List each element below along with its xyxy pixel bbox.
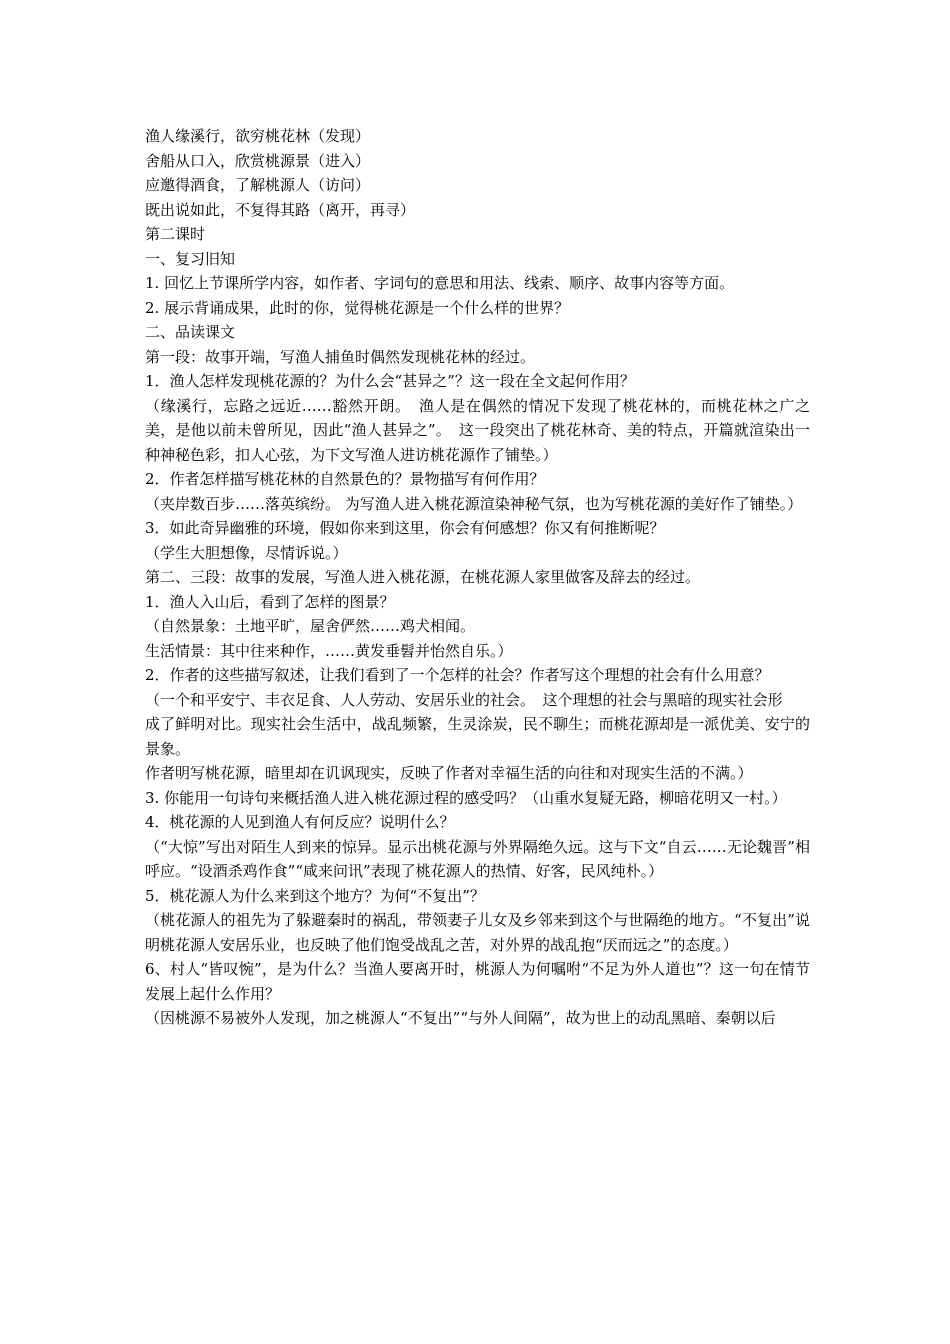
answer-1-3: （学生大胆想像，尽情诉说。） xyxy=(145,543,348,562)
answer-2-1-natural: （自然景象：土地平旷，屋舍俨然……鸡犬相闻。 xyxy=(145,617,476,635)
answer-1-2: （夹岸数百步……落英缤纷。 为写渔人进入桃花源渲染神秘气氛，也为写桃花源的美好作了铺垫。） xyxy=(145,494,803,513)
document-page xyxy=(145,124,810,1031)
answer-2-2-part2: 成了鲜明对比。现实社会生活中，战乱频繁，生灵涂炭，民不聊生；而桃花源却是一派优美、安宁的景象。 xyxy=(145,715,810,758)
question-2-2: 2．作者的这些描写叙述，让我们看到了一个怎样的社会？作者写这个理想的社会有什么用意？ xyxy=(145,666,770,684)
question-2-4: 4．桃花源的人见到渔人有何反应？说明什么？ xyxy=(145,813,455,831)
paragraph-one-summary: 第一段：故事开端，写渔人捕鱼时偶然发现桃花林的经过。 xyxy=(145,347,536,366)
answer-2-2-part1: （一个和平安宁、丰衣足食、人人劳动、安居乐业的社会。 这个理想的社会与黑暗的现实社会形 xyxy=(145,690,783,709)
section-heading-second-lesson: 第二课时 xyxy=(145,225,206,243)
question-1-3: 3．如此奇异幽雅的环境，假如你来到这里，你会有何感想？你又有何推断呢？ xyxy=(145,519,665,537)
question-1-1: 1．渔人怎样发现桃花源的？为什么会“甚异之”？这一段在全文起何作用？ xyxy=(145,372,635,390)
paragraph-two-three-summary: 第二、三段：故事的发展，写渔人进入桃花源，在桃花源人家里做客及辞去的经过。 xyxy=(145,568,701,586)
outline-line-discover: 渔人缘溪行，欲穷桃花林（发现） xyxy=(145,127,371,145)
answer-2-5: （桃花源人的祖先为了躲避秦时的祸乱，带领妻子儿女及乡邻来到这个与世隔绝的地方。“不复出”说明桃花源人安居乐业，也反映了他们饱受战乱之苦，对外界的战乱抱“厌而远之”的态度。） xyxy=(145,911,810,954)
review-item-2: 2. 展示背诵成果，此时的你，觉得桃花源是一个什么样的世界？ xyxy=(145,298,570,317)
answer-1-1: （缘溪行，忘路之远近……豁然开朗。 渔人是在偶然的情况下发现了桃花林的，而桃花林之广之美，是他以前未曾所见，因此“渔人甚异之”。 这一段突出了桃花林奇、美的特点，开篇就渲染出一种神秘色彩，扣人心弦，为下文写渔人进访桃花源作了铺垫。） xyxy=(145,396,810,464)
question-2-5: 5．桃花源人为什么来到这个地方？为何“不复出”？ xyxy=(145,886,485,905)
answer-2-6: （因桃源不易被外人发现，加之桃源人“不复出”“与外人间隔”，故为世上的动乱黑暗、秦朝以后 xyxy=(145,1009,776,1027)
outline-line-enter: 舍船从口入，欣赏桃源景（进入） xyxy=(145,151,371,170)
subheading-reading: 二、品读课文 xyxy=(145,323,236,341)
subheading-review: 一、复习旧知 xyxy=(145,249,236,268)
review-item-1: 1. 回忆上节课所学内容，如作者、字词句的意思和用法、线索、顺序、故事内容等方面。 xyxy=(145,274,735,292)
answer-2-1-life: 生活情景：其中往来种作，……黄发垂髫并怡然自乐。） xyxy=(145,641,513,660)
outline-line-leave: 既出说如此，不复得其路（离开，再寻） xyxy=(145,200,416,219)
answer-2-2-part3: 作者明写桃花源，暗里却在讥讽现实，反映了作者对幸福生活的向往和对现实生活的不满。） xyxy=(145,764,753,782)
outline-line-visit: 应邀得酒食，了解桃源人（访问） xyxy=(145,176,371,194)
answer-2-4: （“大惊”写出对陌生人到来的惊异。显示出桃花源与外界隔绝久远。这与下文“自云……无论魏晋”相呼应。“设酒杀鸡作食”“咸来问讯”表现了桃花源人的热情、好客，民风纯朴。） xyxy=(145,837,810,880)
question-2-1: 1．渔人入山后，看到了怎样的图景？ xyxy=(145,592,395,611)
question-1-2: 2．作者怎样描写桃花林的自然景色的？景物描写有何作用？ xyxy=(145,470,545,488)
question-2-3: 3. 你能用一句诗句来概括渔人进入桃花源过程的感受吗？（山重水复疑无路，柳暗花明又一村。） xyxy=(145,788,787,807)
question-2-6: 6、村人“皆叹惋”，是为什么？当渔人要离开时，桃源人为何嘱咐“不足为外人道也”？这一句在情节发展上起什么作用？ xyxy=(145,960,810,1003)
